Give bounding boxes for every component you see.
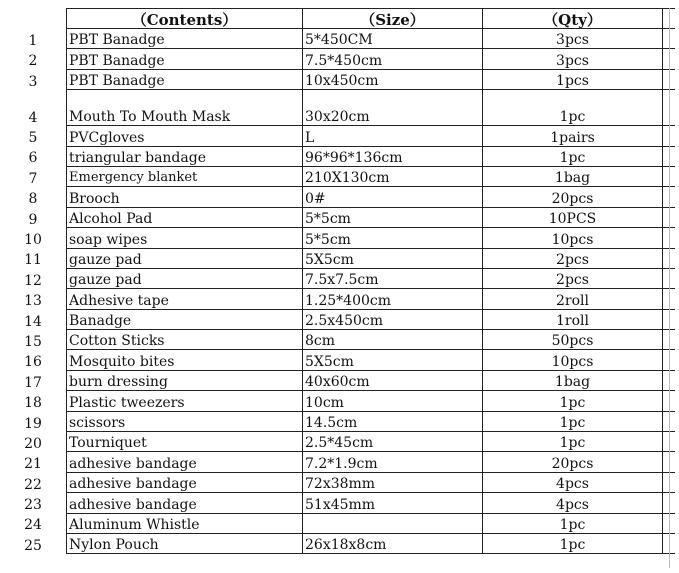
row-number: 22 xyxy=(24,476,42,493)
item-qty: 20pcs xyxy=(483,452,663,472)
row-number: 15 xyxy=(24,333,42,350)
row-number: 3 xyxy=(28,73,38,90)
item-qty: 1pc xyxy=(483,411,663,431)
item-content: gauze pad xyxy=(67,268,303,288)
item-content: Aluminum Whistle xyxy=(67,513,303,533)
item-size: 5*5cm xyxy=(303,207,483,227)
table-row xyxy=(0,49,675,69)
kit-contents-table xyxy=(0,8,675,554)
table-row xyxy=(0,29,675,49)
table-row xyxy=(0,493,675,513)
item-qty: 50pcs xyxy=(483,330,663,350)
item-size: 10cm xyxy=(303,391,483,411)
item-size: 7.5x7.5cm xyxy=(303,268,483,288)
item-size: 7.2*1.9cm xyxy=(303,452,483,472)
item-size: L xyxy=(303,126,483,146)
item-qty: 2roll xyxy=(483,289,663,309)
row-number: 4 xyxy=(28,109,38,126)
row-number: 10 xyxy=(24,232,42,249)
item-qty: 1bag xyxy=(483,166,663,186)
item-size: 5*5cm xyxy=(303,228,483,248)
table-row xyxy=(0,228,675,248)
row-number: 11 xyxy=(24,252,42,269)
row-number: 16 xyxy=(24,354,42,371)
item-content: Banadge xyxy=(67,309,303,329)
item-size: 14.5cm xyxy=(303,411,483,431)
item-content: PBT Banadge xyxy=(67,49,303,69)
item-size: 40x60cm xyxy=(303,370,483,390)
row-number: 9 xyxy=(28,211,38,228)
table-row xyxy=(0,207,675,227)
item-size: 1.25*400cm xyxy=(303,289,483,309)
item-content: adhesive bandage xyxy=(67,472,303,492)
item-qty: 2pcs xyxy=(483,268,663,288)
grid-line-right xyxy=(669,8,670,568)
item-size: 51x45mm xyxy=(303,493,483,513)
item-size: 8cm xyxy=(303,330,483,350)
item-size: 2.5*45cm xyxy=(303,432,483,452)
row-number: 13 xyxy=(24,293,42,310)
table-row xyxy=(0,289,675,309)
item-qty: 1pairs xyxy=(483,126,663,146)
item-content: adhesive bandage xyxy=(67,452,303,472)
item-content: Tourniquet xyxy=(67,432,303,452)
item-content: burn dressing xyxy=(67,370,303,390)
item-size: 72x38mm xyxy=(303,472,483,492)
item-content: Nylon Pouch xyxy=(67,533,303,553)
row-number: 20 xyxy=(24,435,42,452)
header-qty: （Qty） xyxy=(483,9,663,29)
item-content: gauze pad xyxy=(67,248,303,268)
item-qty: 10pcs xyxy=(483,228,663,248)
item-content: Brooch xyxy=(67,187,303,207)
table-row xyxy=(0,126,675,146)
item-qty: 3pcs xyxy=(483,49,663,69)
item-size xyxy=(303,513,483,533)
item-qty: 1pc xyxy=(483,90,663,126)
table-header-row xyxy=(0,9,675,29)
table-row xyxy=(0,411,675,431)
item-content: Plastic tweezers xyxy=(67,391,303,411)
row-number: 8 xyxy=(28,191,38,208)
item-qty: 4pcs xyxy=(483,493,663,513)
item-size: 96*96*136cm xyxy=(303,146,483,166)
row-number: 25 xyxy=(24,537,42,554)
table-row xyxy=(0,166,675,186)
header-contents: （Contents） xyxy=(67,9,303,29)
item-qty: 1bag xyxy=(483,370,663,390)
item-content: adhesive bandage xyxy=(67,493,303,513)
row-number: 6 xyxy=(28,150,38,167)
item-content: Mouth To Mouth Mask xyxy=(67,90,303,126)
item-qty: 1pc xyxy=(483,146,663,166)
item-size: 210X130cm xyxy=(303,166,483,186)
item-qty: 1pcs xyxy=(483,69,663,89)
item-size: 0# xyxy=(303,187,483,207)
item-qty: 1pc xyxy=(483,391,663,411)
table-row xyxy=(0,472,675,492)
row-number: 24 xyxy=(24,517,42,534)
row-number: 1 xyxy=(28,32,38,49)
table-row xyxy=(0,370,675,390)
table-row xyxy=(0,350,675,370)
item-content: Emergency blanket xyxy=(67,166,303,186)
table-row xyxy=(0,452,675,472)
item-size: 5X5cm xyxy=(303,248,483,268)
item-qty: 1roll xyxy=(483,309,663,329)
item-qty: 4pcs xyxy=(483,472,663,492)
table-row xyxy=(0,146,675,166)
row-number: 5 xyxy=(28,130,38,147)
row-number: 12 xyxy=(24,272,42,289)
header-size: （Size） xyxy=(303,9,483,29)
item-content: PBT Banadge xyxy=(67,69,303,89)
item-size: 10x450cm xyxy=(303,69,483,89)
table-row xyxy=(0,268,675,288)
item-content: soap wipes xyxy=(67,228,303,248)
item-qty: 3pcs xyxy=(483,29,663,49)
item-qty: 1pc xyxy=(483,533,663,553)
item-qty: 1pc xyxy=(483,513,663,533)
item-size: 2.5x450cm xyxy=(303,309,483,329)
row-number: 23 xyxy=(24,497,42,514)
table-row xyxy=(0,391,675,411)
item-content: PBT Banadge xyxy=(67,29,303,49)
item-size: 5*450CM xyxy=(303,29,483,49)
item-size: 30x20cm xyxy=(303,90,483,126)
row-number: 14 xyxy=(24,313,42,330)
row-number: 17 xyxy=(24,374,42,391)
item-content: PVCgloves xyxy=(67,126,303,146)
item-size: 5X5cm xyxy=(303,350,483,370)
table-row xyxy=(0,533,675,553)
item-content: Mosquito bites xyxy=(67,350,303,370)
table-row xyxy=(0,248,675,268)
item-size: 7.5*450cm xyxy=(303,49,483,69)
row-number: 19 xyxy=(24,415,42,432)
item-content: Adhesive tape xyxy=(67,289,303,309)
table-row xyxy=(0,330,675,350)
table-row xyxy=(0,309,675,329)
item-qty: 10pcs xyxy=(483,350,663,370)
item-qty: 1pc xyxy=(483,432,663,452)
row-number: 2 xyxy=(28,53,38,70)
item-content: Alcohol Pad xyxy=(67,207,303,227)
table-row xyxy=(0,513,675,533)
item-size: 26x18x8cm xyxy=(303,533,483,553)
table-row xyxy=(0,90,675,126)
item-qty: 10PCS xyxy=(483,207,663,227)
item-qty: 20pcs xyxy=(483,187,663,207)
table-row xyxy=(0,432,675,452)
item-content: triangular bandage xyxy=(67,146,303,166)
table-row xyxy=(0,69,675,89)
row-number: 7 xyxy=(28,170,38,187)
row-number: 21 xyxy=(24,456,42,473)
item-content: Cotton Sticks xyxy=(67,330,303,350)
item-content: scissors xyxy=(67,411,303,431)
row-number: 18 xyxy=(24,395,42,412)
row-number-header xyxy=(0,9,67,29)
table-row xyxy=(0,187,675,207)
item-qty: 2pcs xyxy=(483,248,663,268)
